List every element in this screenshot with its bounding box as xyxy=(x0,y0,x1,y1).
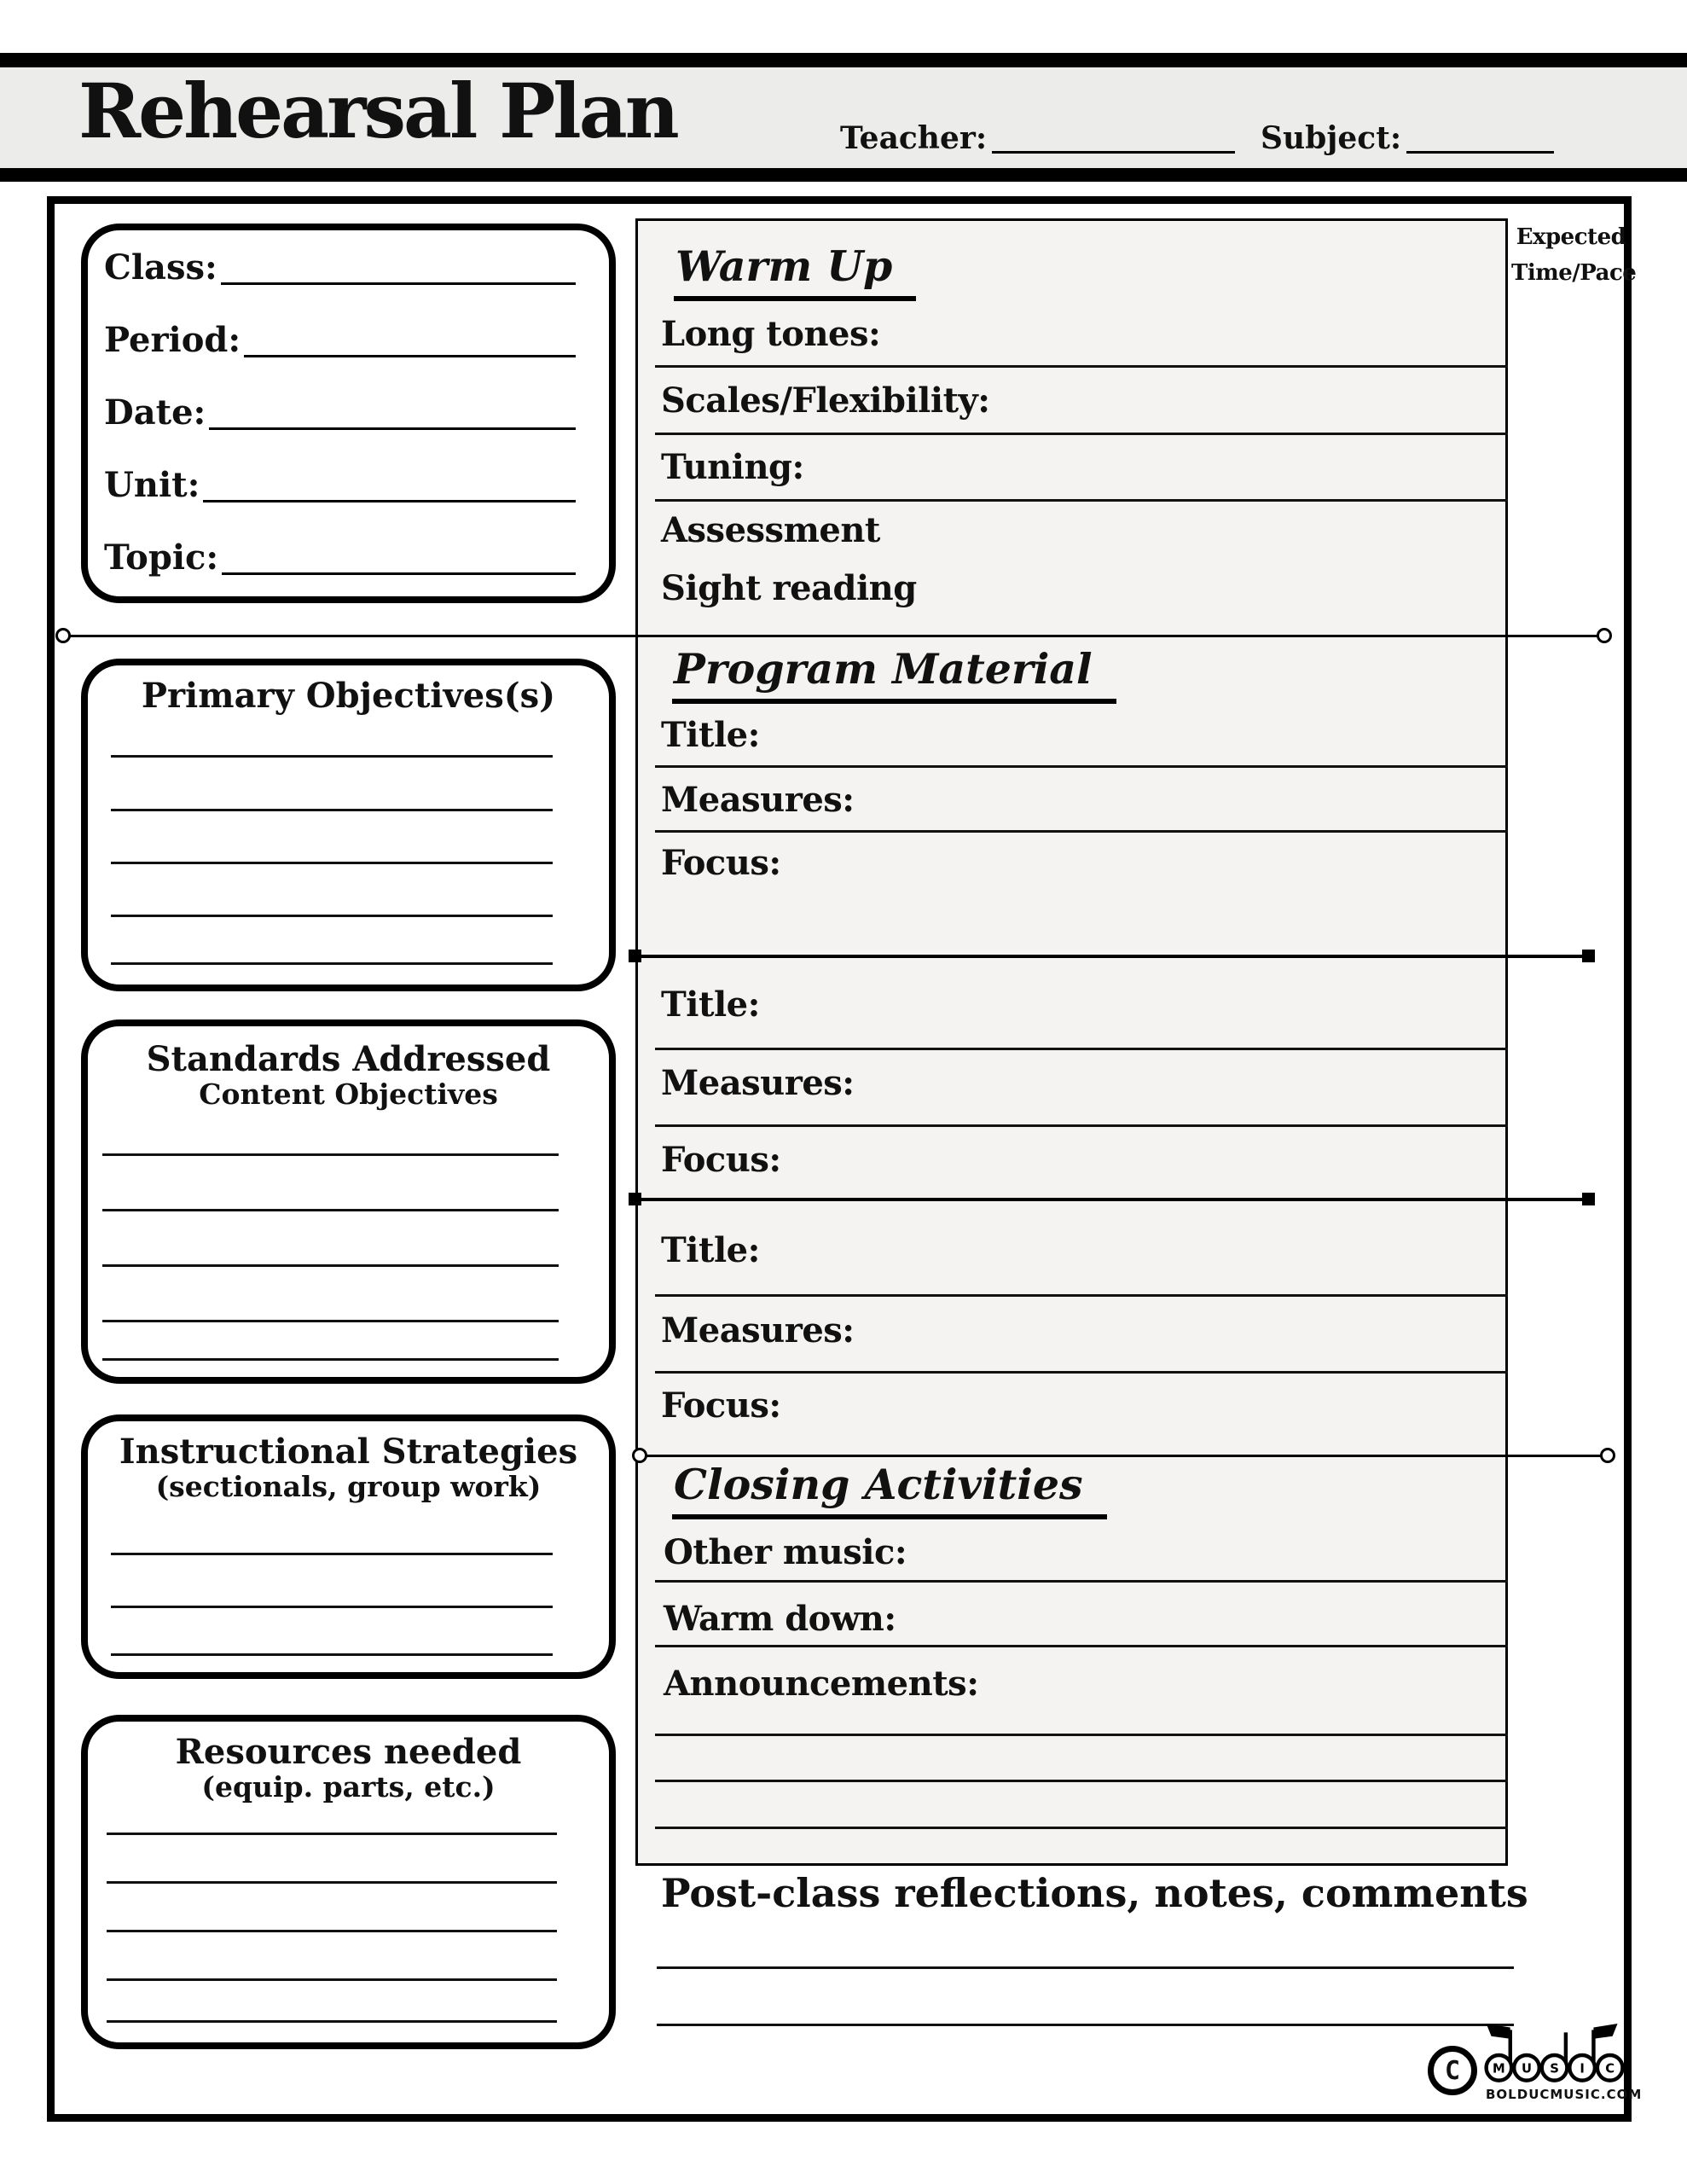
writing-line[interactable] xyxy=(111,962,553,965)
svg-text:U: U xyxy=(1521,2061,1533,2077)
writing-line[interactable] xyxy=(107,1930,557,1932)
topic-input-line[interactable] xyxy=(222,535,576,575)
scales-flexibility-label: Scales/Flexibility: xyxy=(661,380,990,421)
bolduc-music-logo-icon xyxy=(1482,2024,1634,2087)
writing-line[interactable] xyxy=(102,1264,559,1267)
subject-input-line[interactable] xyxy=(1406,117,1554,154)
writing-line[interactable] xyxy=(655,499,1508,502)
writing-line[interactable] xyxy=(102,1209,559,1211)
divider-square-endpoint xyxy=(629,950,641,962)
period-label: Period: xyxy=(104,320,241,360)
measures-label: Measures: xyxy=(661,780,855,820)
writing-line[interactable] xyxy=(655,365,1508,368)
writing-line[interactable] xyxy=(655,1294,1508,1297)
writing-line[interactable] xyxy=(655,1780,1508,1782)
teacher-label: Teacher: xyxy=(840,120,988,156)
announcements-label: Announcements: xyxy=(664,1664,979,1704)
divider-circle-endpoint xyxy=(632,1448,647,1463)
resources-subtitle: (equip. parts, etc.) xyxy=(201,1770,496,1804)
writing-line[interactable] xyxy=(655,1124,1508,1127)
section-divider xyxy=(63,635,1604,637)
divider-circle-endpoint xyxy=(55,628,71,643)
closing-activities-heading: Closing Activities xyxy=(672,1464,1107,1519)
date-input-line[interactable] xyxy=(209,390,576,430)
teacher-input-line[interactable] xyxy=(992,117,1235,154)
copyright-icon: C xyxy=(1428,2046,1477,2095)
writing-line[interactable] xyxy=(107,1978,557,1981)
other-music-label: Other music: xyxy=(664,1532,907,1572)
writing-line[interactable] xyxy=(102,1320,559,1322)
resources-title: Resources needed xyxy=(175,1732,522,1772)
period-input-line[interactable] xyxy=(244,317,576,357)
writing-line[interactable] xyxy=(657,2024,1514,2026)
writing-line[interactable] xyxy=(111,1553,553,1555)
instructional-strategies-subtitle: (sectionals, group work) xyxy=(155,1470,542,1503)
writing-line[interactable] xyxy=(655,765,1508,768)
focus-label: Focus: xyxy=(661,1140,781,1180)
section-divider xyxy=(635,1198,1588,1201)
writing-line[interactable] xyxy=(655,1827,1508,1829)
focus-label: Focus: xyxy=(661,1385,781,1426)
website-label: BOLDUCMUSIC.COM xyxy=(1486,2087,1643,2102)
writing-line[interactable] xyxy=(655,830,1508,833)
svg-text:C: C xyxy=(1605,2061,1615,2077)
writing-line[interactable] xyxy=(102,1358,559,1361)
writing-line[interactable] xyxy=(111,1606,553,1608)
long-tones-label: Long tones: xyxy=(661,314,881,354)
writing-line[interactable] xyxy=(111,915,553,917)
writing-line[interactable] xyxy=(655,433,1508,435)
title-label: Title: xyxy=(661,715,760,755)
svg-text:S: S xyxy=(1550,2061,1559,2077)
divider-circle-endpoint xyxy=(1600,1448,1615,1463)
writing-line[interactable] xyxy=(111,1653,553,1656)
writing-line[interactable] xyxy=(657,1966,1514,1969)
divider-square-endpoint xyxy=(629,1193,641,1205)
standards-title: Standards Addressed xyxy=(146,1039,551,1079)
writing-line[interactable] xyxy=(655,1048,1508,1050)
header-top-bar xyxy=(0,53,1687,67)
writing-line[interactable] xyxy=(107,1881,557,1884)
warm-down-label: Warm down: xyxy=(664,1599,896,1639)
measures-label: Measures: xyxy=(661,1063,855,1103)
section-divider xyxy=(635,955,1588,958)
tuning-label: Tuning: xyxy=(661,447,804,487)
divider-square-endpoint xyxy=(1582,1193,1595,1205)
page-title: Rehearsal Plan xyxy=(78,67,677,155)
svg-text:I: I xyxy=(1580,2061,1585,2077)
divider-circle-endpoint xyxy=(1597,628,1612,643)
date-label: Date: xyxy=(104,392,206,433)
topic-label: Topic: xyxy=(104,537,219,578)
primary-objectives-title: Primary Objectives(s) xyxy=(141,676,556,716)
writing-line[interactable] xyxy=(655,1645,1508,1647)
writing-line[interactable] xyxy=(111,755,553,758)
sight-reading-label: Sight reading xyxy=(661,568,917,608)
writing-line[interactable] xyxy=(655,1734,1508,1736)
expected-time-pace-header xyxy=(1511,220,1637,291)
assessment-label: Assessment xyxy=(661,510,880,550)
writing-line[interactable] xyxy=(655,1580,1508,1583)
program-material-heading: Program Material xyxy=(672,648,1116,704)
writing-line[interactable] xyxy=(107,2020,557,2023)
divider-square-endpoint xyxy=(1582,950,1595,962)
focus-label: Focus: xyxy=(661,843,781,883)
subject-label: Subject: xyxy=(1261,120,1402,156)
title-label: Title: xyxy=(661,985,760,1025)
class-input-line[interactable] xyxy=(221,245,576,285)
time-pace-label: Time/Pace xyxy=(1511,259,1637,286)
writing-line[interactable] xyxy=(655,1371,1508,1374)
writing-line[interactable] xyxy=(102,1153,559,1156)
svg-text:M: M xyxy=(1493,2061,1505,2077)
section-divider xyxy=(640,1455,1608,1457)
writing-line[interactable] xyxy=(111,809,553,811)
post-class-heading: Post-class reflections, notes, comments xyxy=(661,1870,1528,1916)
header-bottom-bar xyxy=(0,168,1687,182)
title-label: Title: xyxy=(661,1230,760,1270)
writing-line[interactable] xyxy=(107,1833,557,1835)
unit-label: Unit: xyxy=(104,465,200,505)
warm-up-heading: Warm Up xyxy=(674,246,916,301)
writing-line[interactable] xyxy=(111,862,553,864)
measures-label: Measures: xyxy=(661,1310,855,1350)
class-label: Class: xyxy=(104,247,217,288)
standards-subtitle: Content Objectives xyxy=(199,1077,498,1111)
instructional-strategies-title: Instructional Strategies xyxy=(119,1432,578,1472)
unit-input-line[interactable] xyxy=(203,462,576,502)
expected-label: Expected xyxy=(1516,224,1626,250)
